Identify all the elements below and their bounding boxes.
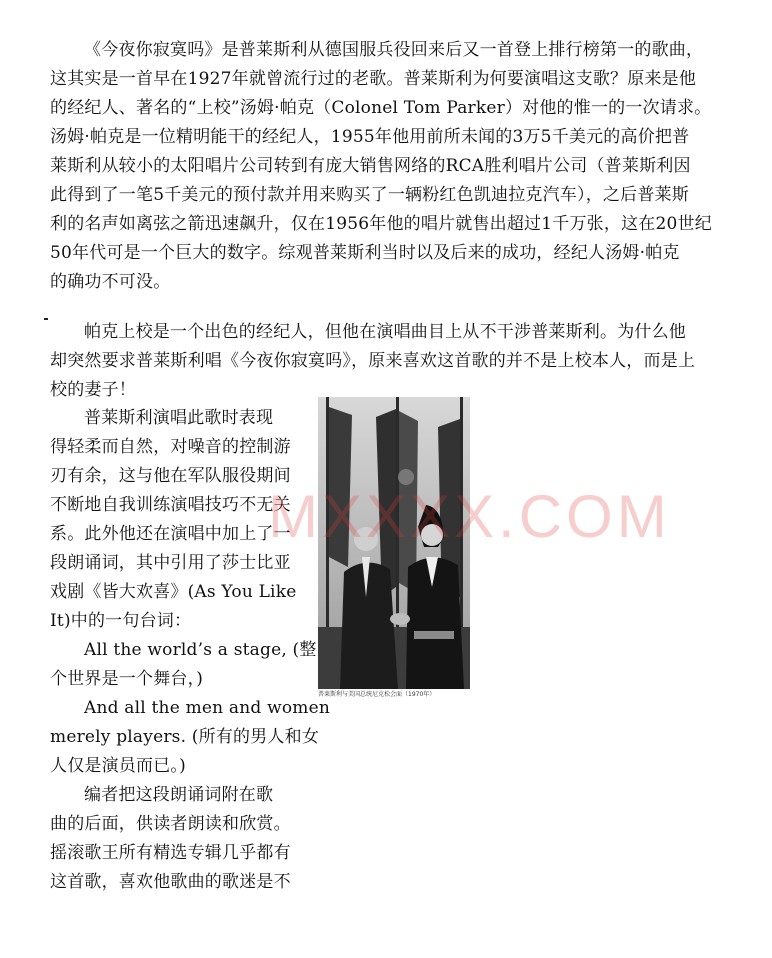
text-line: 利的名声如离弦之箭迅速飙升，仅在1956年他的唱片就售出超过1千万张，这在20世纪 [50, 214, 712, 234]
text-line: 戏剧《皆大欢喜》(As You Like [50, 582, 297, 602]
text-line: 的经纪人、著名的“上校”汤姆·帕克（Colonel Tom Parker）对他的惟一的一次请求。 [50, 98, 712, 118]
text-line: 不断地自我训练演唱技巧不无关 [50, 495, 291, 515]
text-line: 曲的后面，供读者朗读和欣赏。 [50, 814, 291, 834]
text-line: 帕克上校是一个出色的经纪人，但他在演唱曲目上从不干涉普莱斯利。为什么他 [84, 322, 686, 342]
text-line: All the world’s a stage, (整 [84, 640, 317, 660]
text-line: 的确功不可没。 [50, 272, 171, 292]
text-line: 段朗诵词，其中引用了莎士比亚 [50, 553, 291, 573]
text-line: merely players. (所有的男人和女 [50, 727, 320, 747]
text-line: 这首歌，喜欢他歌曲的歌迷是不 [50, 872, 291, 892]
text-line: 刃有余，这与他在军队服役期间 [50, 466, 291, 486]
text-line: 莱斯利从较小的太阳唱片公司转到有庞大销售网络的RCA胜利唱片公司（普莱斯利因 [50, 156, 691, 176]
margin-mark [44, 318, 48, 320]
text-line: 普莱斯利演唱此歌时表现 [84, 408, 274, 428]
paragraph-intro [50, 36, 730, 297]
text-line: 校的妻子！ [50, 380, 136, 400]
watermark-text: MXXXX.COM [268, 483, 671, 550]
text-line: 个世界是一个舞台，) [50, 669, 204, 689]
text-line: 摇滚歌王所有精选专辑几乎都有 [50, 843, 291, 863]
text-line: 人仅是演员而已。) [50, 756, 186, 776]
paragraph-performance [50, 404, 330, 897]
text-line: 这其实是一首早在1927年就曾流行过的老歌。普莱斯利为何要演唱这支歌？原来是他 [50, 69, 697, 89]
text-line: 50年代可是一个巨大的数字。综观普莱斯利当时以及后来的成功，经纪人汤姆·帕克 [50, 243, 680, 263]
text-line: 《今夜你寂寞吗》是普莱斯利从德国服兵役回来后又一首登上排行榜第一的歌曲， [84, 40, 704, 60]
text-line: 系。此外他还在演唱中加上了一 [50, 524, 291, 544]
photo-caption: 普莱斯利与美国总统尼克松会面（1970年） [318, 691, 436, 698]
text-line: It)中的一句台词： [50, 611, 192, 631]
paragraph-colonel [50, 318, 730, 405]
text-line: 却突然要求普莱斯利唱《今夜你寂寞吗》，原来喜欢这首歌的并不是上校本人，而是上 [50, 351, 696, 371]
text-line: 得轻柔而自然，对噪音的控制游 [50, 437, 291, 457]
text-line: 汤姆·帕克是一位精明能干的经纪人，1955年他用前所未闻的3万5千美元的高价把普 [50, 127, 690, 147]
text-line: 此得到了一笔5千美元的预付款并用来购买了一辆粉红色凯迪拉克汽车），之后普莱斯 [50, 185, 689, 205]
text-line: And all the men and women [84, 698, 330, 718]
text-line: 编者把这段朗诵词附在歌 [84, 785, 274, 805]
